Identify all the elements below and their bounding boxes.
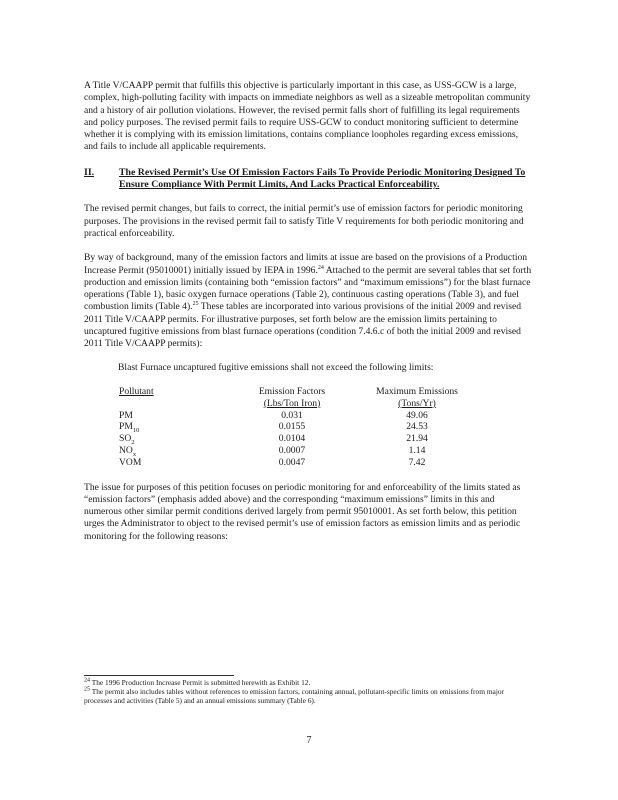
units-maximum-emissions: (Tons/Yr) — [398, 397, 436, 409]
table-row — [119, 445, 477, 457]
cell-factor: 0.031 — [281, 409, 303, 421]
cell-factor: 0.0047 — [278, 456, 306, 468]
footnotes — [84, 678, 534, 706]
footnote-divider — [84, 675, 234, 676]
units-emission-factors: (Lbs/Ton Iron) — [263, 397, 321, 409]
table-header-row — [119, 386, 477, 398]
footnote-ref-25: 25 — [192, 301, 199, 308]
document-page — [84, 80, 534, 543]
cell-maximum: 24.53 — [406, 421, 428, 433]
cell-pollutant: $PM_{10}$ — [119, 421, 140, 435]
paragraph-issue: The issue for purposes of this petition focuses on periodic monitoring for and enforceability of the limits stated as “emission factors” (emphasis added above) and the corresponding “maximum emissions” limits in this and numerous other similar permit conditions derived largely from permit 95010001. As set forth below, this petition urges the Administrator to object to the revised permit’s use of emission factors as emission limits and as periodic monitoring for the following reasons: — [84, 481, 521, 542]
background-text-c: These tables are incorporated into various provisions of the initial 2009 and revised 2011 Title V/CAAPP permits. For illustrative purposes, set forth below are the emission limits pertaining to uncaptured fugitive emissions from blast furnace operations (condition 7.4.6.c of both the initial 2009 and revised 2011 Title V/CAAPP permits): — [84, 301, 522, 350]
cell-pollutant: VOM — [119, 456, 142, 468]
section-title: The Revised Permit’s Use Of Emission Factors Fails To Provide Periodic Monitoring Designed To Ensure Compliance With Permit Limits, And Lacks Practical Enforceability. — [119, 166, 526, 191]
background-text-a: By way of background, many of the emission factors and limits at issue are based on the provisions of a Production Increase Permit (95010001) initially issued by IEPA in 1996. — [84, 252, 528, 276]
footnote-24: $^{24}$ The 1996 Production Increase Permit is submitted herewith as Exhibit 12. — [84, 677, 311, 687]
footnote-ref-24: 24 — [317, 264, 324, 271]
cell-pollutant: $NO_x$ — [119, 444, 137, 458]
page-number: 7 — [306, 735, 312, 746]
emission-limits-table — [119, 386, 477, 469]
table-intro: Blast Furnace uncaptured fugitive emissions shall not exceed the following limits: — [118, 361, 434, 373]
background-text-b: Attached to the permit are several tables that set forth production and emission limits (containing both “emission factors” and “maximum emissions”) for the blast furnace operations (Table 1), basic oxygen furnace operations (Table 2), continuous casting operations (Table 3), and fuel combustion limits (Table 4). — [84, 264, 532, 313]
cell-pollutant: $SO_2$ — [119, 433, 135, 447]
cell-factor: 0.0007 — [278, 444, 306, 456]
cell-pollutant: PM — [119, 409, 133, 421]
section-number: II. — [84, 166, 95, 178]
header-maximum-emissions: Maximum Emissions — [376, 385, 458, 397]
table-row — [119, 457, 477, 469]
cell-factor: 0.0104 — [278, 433, 306, 445]
table-row — [119, 433, 477, 445]
paragraph-intro: A Title V/CAAPP permit that fulfills this objective is particularly important in this case, as USS-GCW is a large, complex, high-polluting facility with impacts on immediate neighbors as well as a sizeable metropolitan community and a history of air pollution violations. However, the revised permit falls short of fulfilling its legal requirements and policy purposes. The revised permit fails to require USS-GCW to conduct monitoring sufficient to determine whether it is complying with its emission limitations, contains compliance loopholes regarding excess emissions, and fails to include all applicable requirements. — [84, 80, 531, 153]
cell-factor: 0.0155 — [278, 421, 306, 433]
cell-maximum: 21.94 — [406, 433, 428, 445]
footnote-25: $^{25}$ The permit also includes tables without references to emission factors, containing annual, pollutant-specific limits on emissions from major processes and activities (Table 5) and an annual emissions summary (Table 6). — [84, 686, 505, 706]
paragraph-revised-permit: The revised permit changes, but fails to correct, the initial permit’s use of emission factors for periodic monitoring purposes. The provisions in the revised permit fail to satisfy Title V requirements for both periodic monitoring and practical enforceability. — [84, 203, 524, 239]
paragraph-background — [84, 252, 534, 350]
table-row — [119, 421, 477, 433]
section-heading — [84, 167, 534, 192]
table-units-row — [119, 398, 477, 410]
table-row — [119, 410, 477, 422]
cell-maximum: 1.14 — [408, 444, 426, 456]
cell-maximum: 49.06 — [406, 409, 428, 421]
header-pollutant: Pollutant — [119, 385, 154, 397]
cell-maximum: 7.42 — [408, 456, 426, 468]
header-emission-factors: Emission Factors — [258, 385, 326, 397]
